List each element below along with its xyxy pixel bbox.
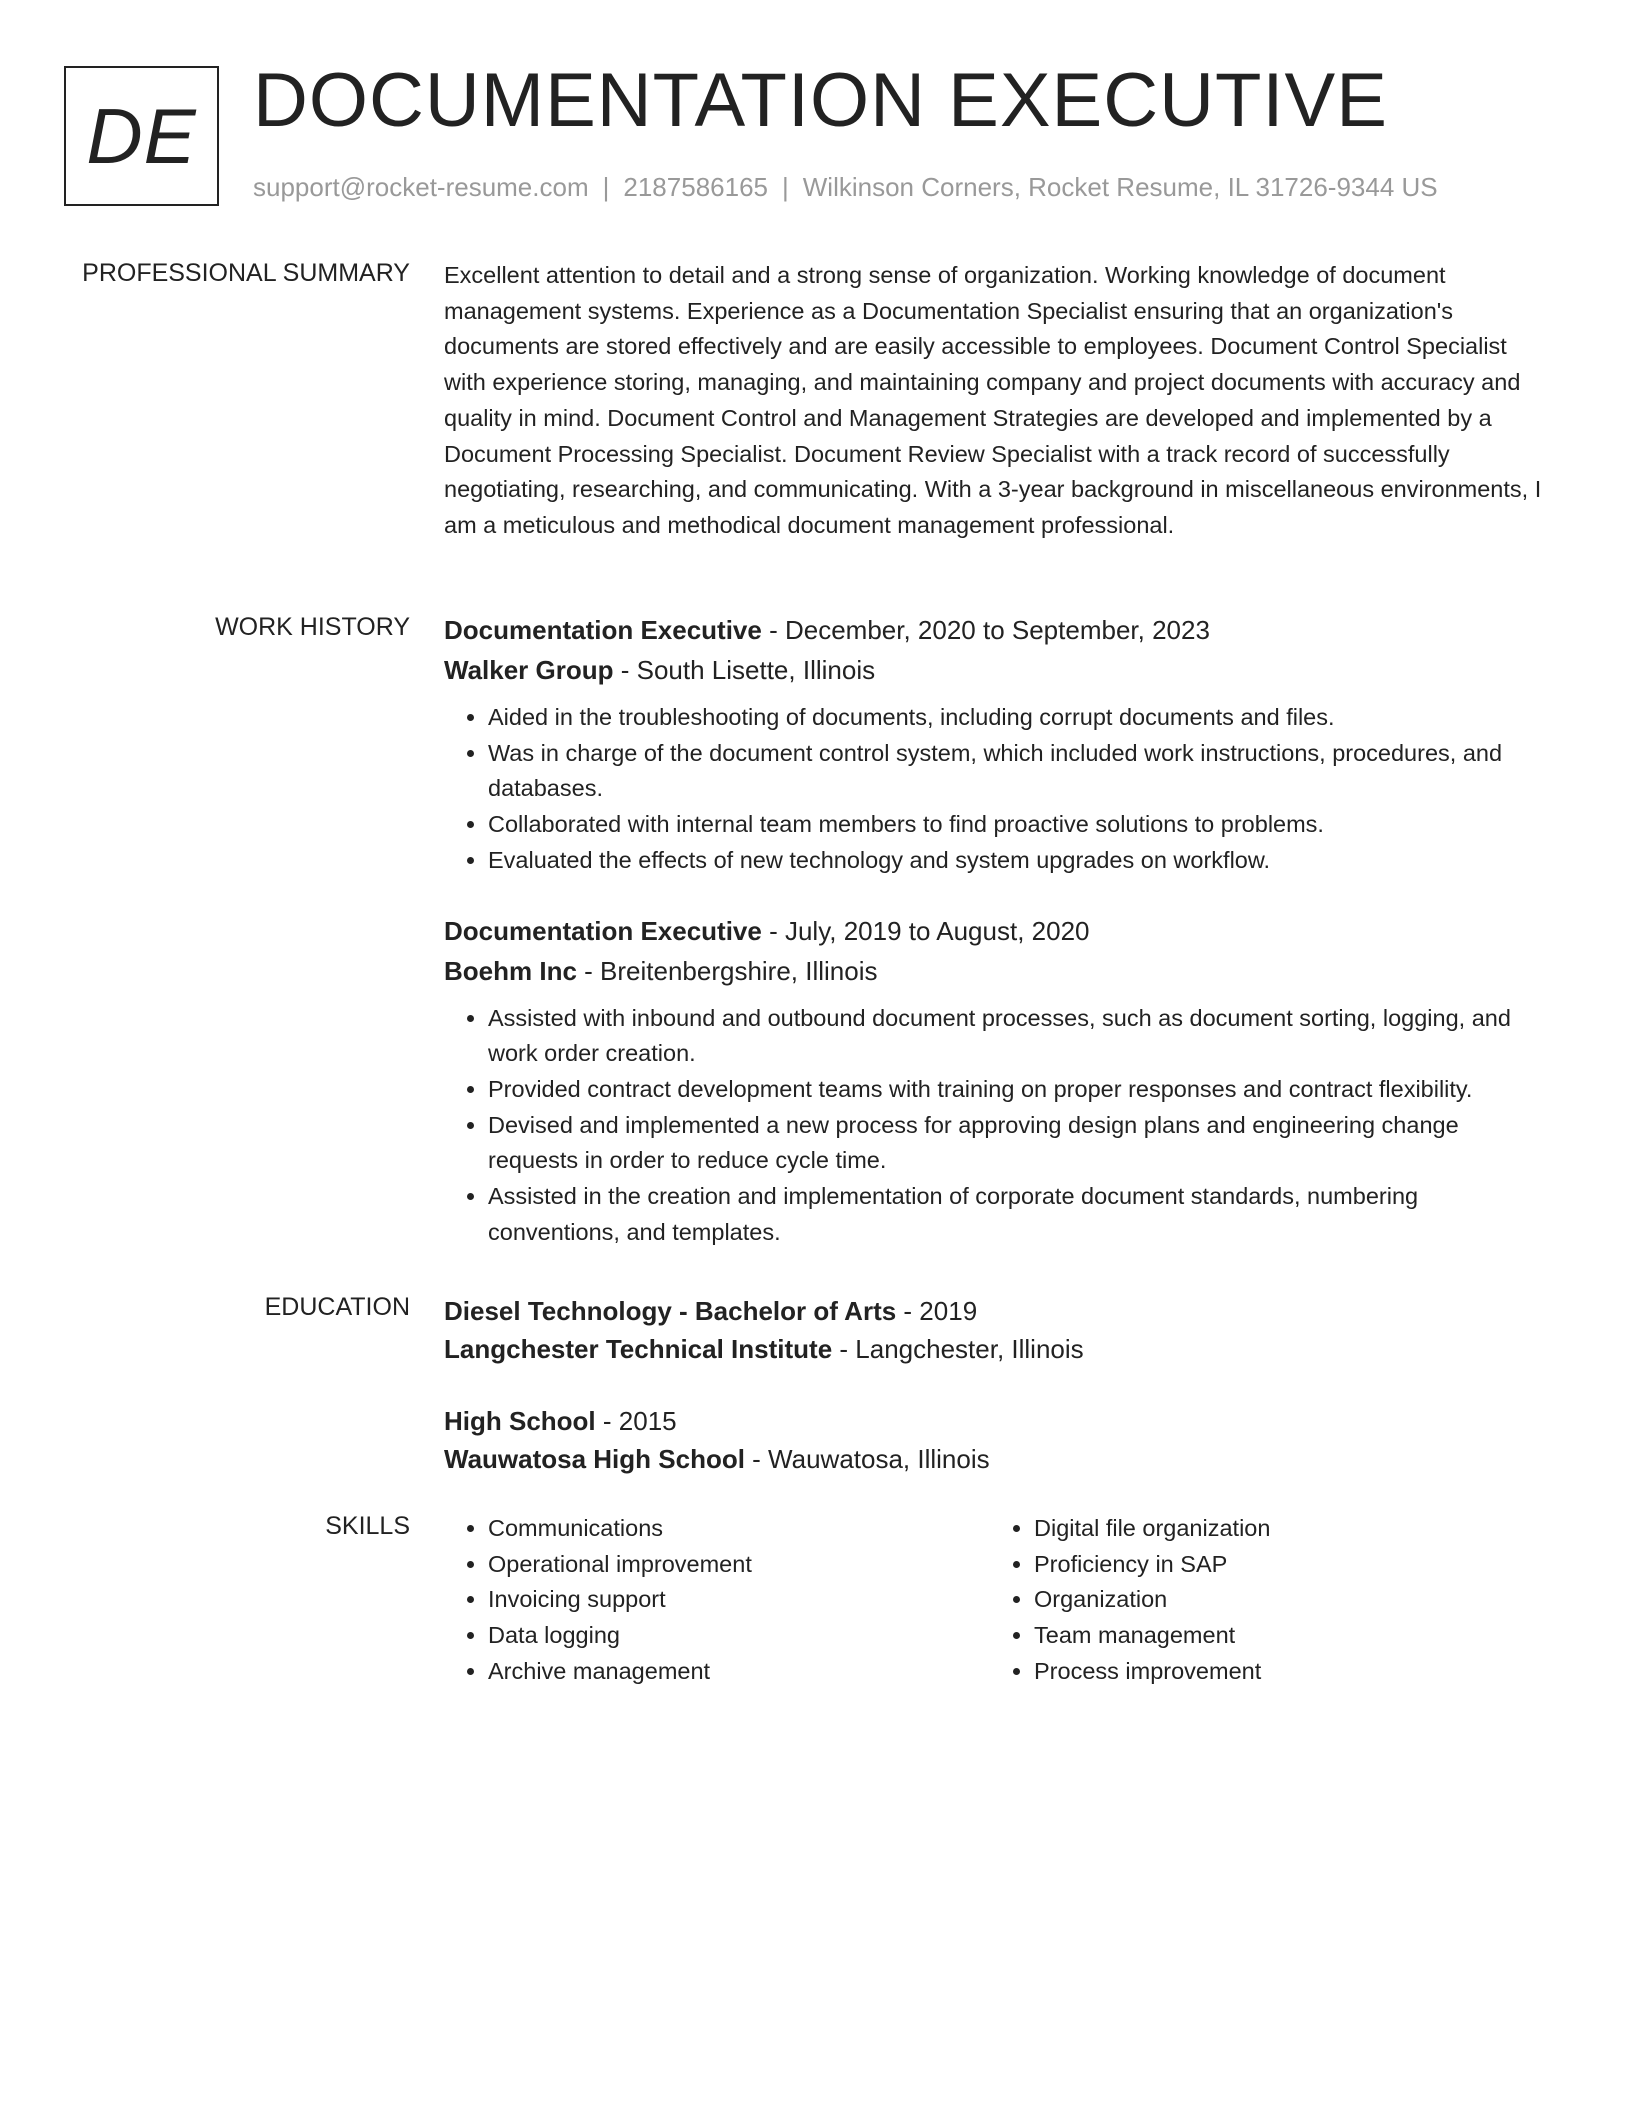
education-location: - Wauwatosa, Illinois (744, 1444, 990, 1474)
skills-list-right (990, 1511, 1536, 1690)
job-company: Walker Group (444, 655, 614, 685)
job-location: - Breitenbergshire, Illinois (576, 955, 878, 986)
section-title-education: EDUCATION (264, 1293, 410, 1321)
skills-columns (444, 1511, 1554, 1690)
skill-item: • Invoicing support (488, 1582, 990, 1618)
education-degree: Diesel Technology - Bachelor of Arts (444, 1296, 897, 1326)
job-bullet: • Evaluated the effects of new technology and system upgrades on workflow. (488, 843, 1554, 879)
contact-separator: | (782, 172, 789, 202)
skill-item: • Communications (488, 1511, 990, 1547)
job-location: - South Lisette, Illinois (613, 655, 876, 685)
job-bullet: • Assisted in the creation and implementation of corporate document standards, numbering conventions, and templates. (488, 1179, 1554, 1250)
job-dates: - July, 2019 to August, 2020 (761, 915, 1090, 946)
education-degree-line (444, 1402, 1554, 1440)
job-company-line (444, 953, 1554, 989)
job-title-line (444, 913, 1554, 949)
job-bullet: • Was in charge of the document control system, which included work instructions, procedures, and databases. (488, 736, 1554, 807)
education-year: - 2019 (896, 1296, 978, 1326)
job-bullets (444, 700, 1554, 879)
job-bullet: • Devised and implemented a new process for approving design plans and engineering change requests in order to reduce cycle time. (488, 1108, 1554, 1179)
job-bullet: • Aided in the troubleshooting of documents, including corrupt documents and files. (488, 700, 1554, 736)
monogram-badge (64, 66, 219, 206)
summary-body (444, 258, 1554, 544)
job-entry (444, 913, 1554, 1251)
job-role: Documentation Executive (444, 615, 762, 645)
skill-item: • Archive management (488, 1654, 990, 1690)
skill-item: • Team management (1034, 1618, 1536, 1654)
skill-item: • Digital file organization (1034, 1511, 1536, 1547)
contact-email: support@rocket-resume.com (253, 172, 589, 202)
skills-body (444, 1511, 1554, 1690)
section-title-work: WORK HISTORY (215, 613, 410, 641)
job-bullets (444, 1001, 1554, 1251)
job-bullet: • Collaborated with internal team members to find proactive solutions to problems. (488, 807, 1554, 843)
job-title-line (444, 612, 1554, 648)
job-bullet: • Assisted with inbound and outbound document processes, such as document sorting, logging, and work order creation. (488, 1001, 1554, 1072)
education-degree-line (444, 1292, 1554, 1330)
education-year: - 2015 (595, 1406, 677, 1436)
job-entry (444, 612, 1554, 879)
education-entry (444, 1402, 1554, 1478)
contact-phone: 2187586165 (623, 172, 768, 202)
skill-item: • Operational improvement (488, 1547, 990, 1583)
education-school: Langchester Technical Institute (444, 1334, 833, 1364)
education-body (444, 1292, 1554, 1512)
skill-item: • Proficiency in SAP (1034, 1547, 1536, 1583)
summary-text: Excellent attention to detail and a strong sense of organization. Working knowledge of document management systems. Experience as a Documentation Specialist ensuring that an organization's documents are stored effectively and are easily accessible to employees. Document Control Specialist with experience storing, managing, and maintaining company and project documents with accuracy and quality in mind. Document Control and Management Strategies are developed and implemented by a Document Processing Specialist. Document Review Specialist with a track record of successfully negotiating, researching, and communicating. With a 3-year background in miscellaneous environments, I am a meticulous and methodical document management professional. (444, 262, 1542, 538)
education-school: Wauwatosa High School (444, 1444, 745, 1474)
resume-name: DOCUMENTATION EXECUTIVE (253, 58, 1388, 143)
job-role: Documentation Executive (444, 915, 762, 946)
skill-item: • Organization (1034, 1582, 1536, 1618)
skill-item: • Process improvement (1034, 1654, 1536, 1690)
job-bullet: • Provided contract development teams with training on proper responses and contract flexibility. (488, 1072, 1554, 1108)
work-history-body (444, 612, 1554, 1284)
contact-address: Wilkinson Corners, Rocket Resume, IL 31726-9344 US (802, 172, 1438, 202)
education-school-line (444, 1440, 1554, 1478)
education-entry (444, 1292, 1554, 1368)
monogram-initials: DE (86, 91, 197, 180)
section-title-skills: SKILLS (325, 1512, 410, 1540)
section-title-summary: PROFESSIONAL SUMMARY (82, 259, 410, 287)
contact-line (253, 172, 1438, 203)
skill-item: • Data logging (488, 1618, 990, 1654)
education-location: - Langchester, Illinois (832, 1334, 1084, 1364)
job-dates: - December, 2020 to September, 2023 (761, 615, 1210, 645)
education-degree: High School (444, 1406, 596, 1436)
job-company-line (444, 652, 1554, 688)
skills-list-left (444, 1511, 990, 1690)
contact-separator: | (602, 172, 610, 202)
job-company: Boehm Inc (444, 955, 577, 986)
education-school-line (444, 1330, 1554, 1368)
